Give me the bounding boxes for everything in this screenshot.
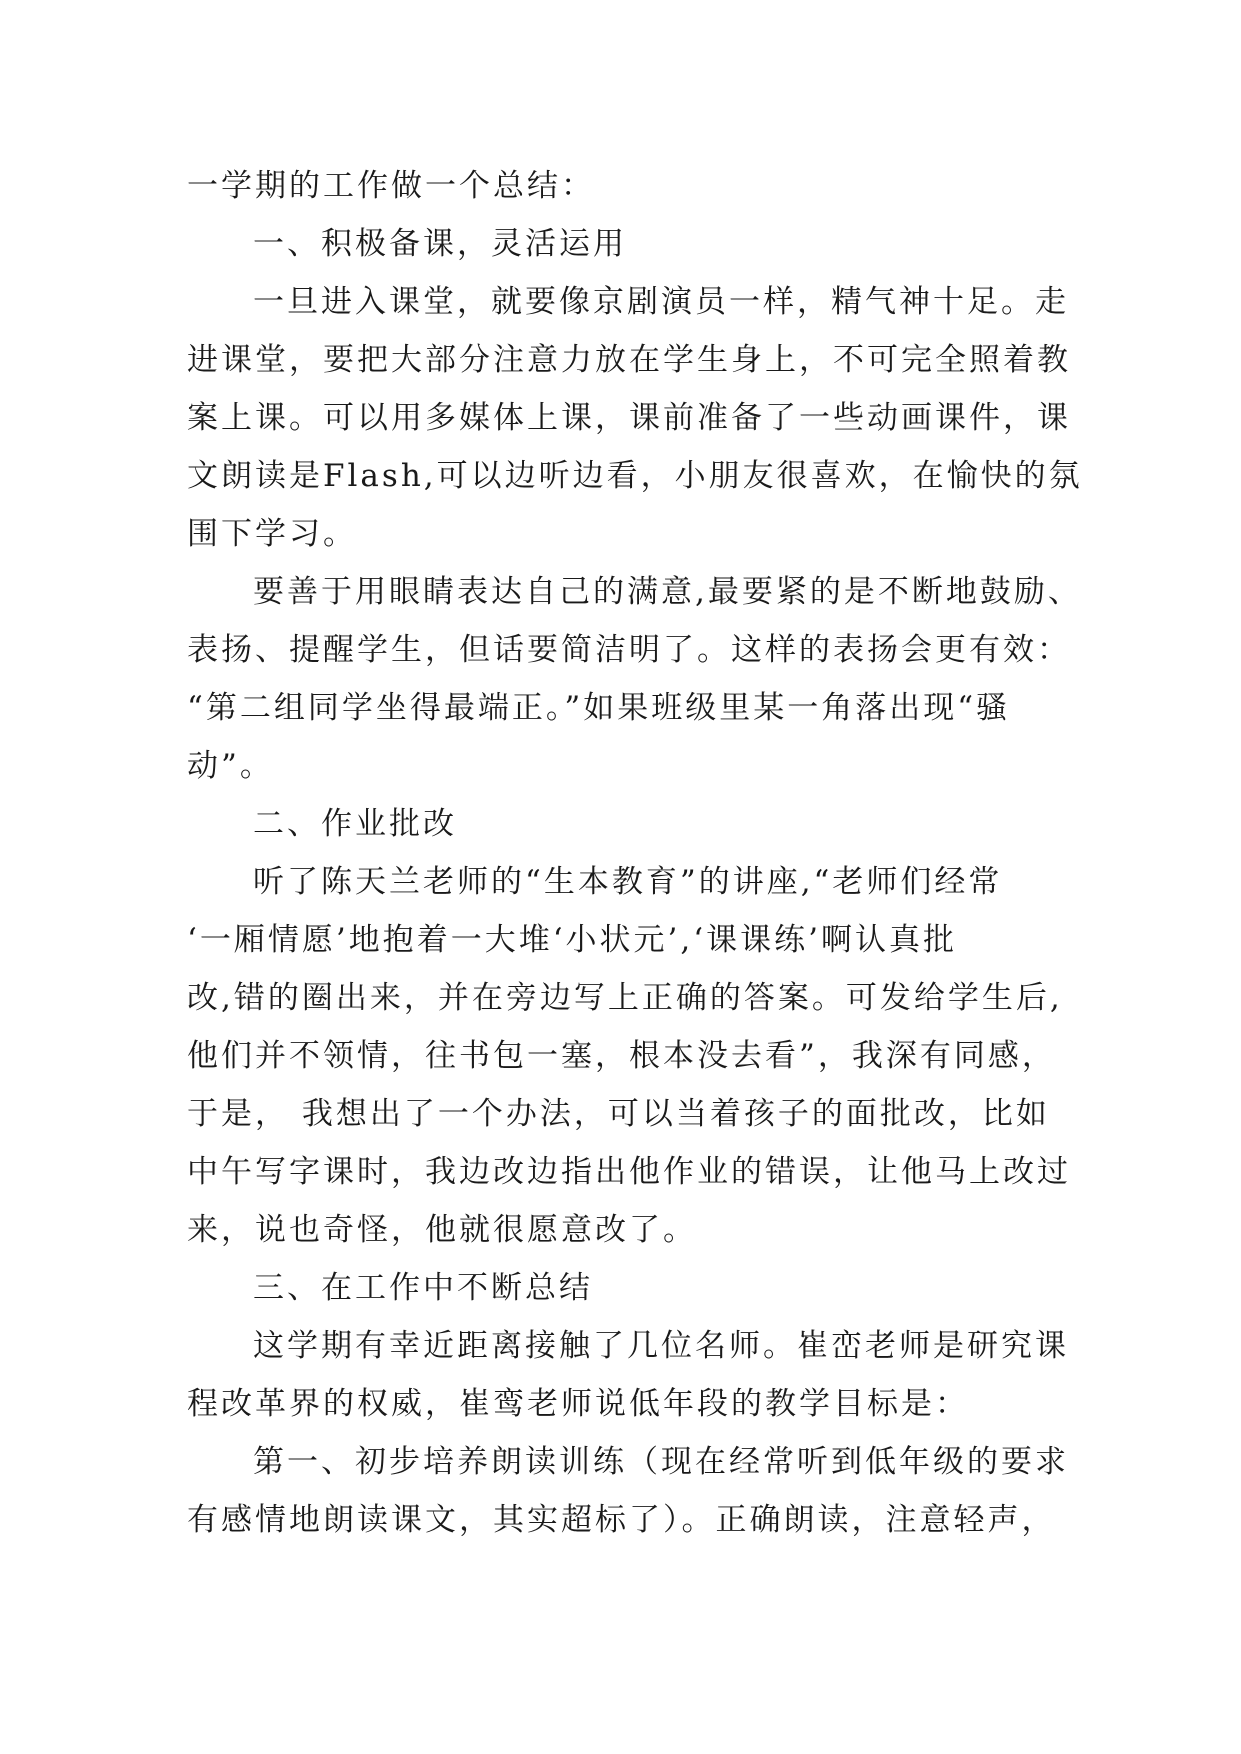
paragraph-line: “第二组同学坐得最端正。”如果班级里某一角落出现“骚 <box>187 690 1011 726</box>
paragraph-line: 要善于用眼睛表达自己的满意,最要紧的是不断地鼓励、 <box>253 574 1082 610</box>
paragraph-line: 来，说也奇怪，他就很愿意改了。 <box>187 1212 697 1248</box>
paragraph-line: 中午写字课时，我边改边指出他作业的错误，让他马上改过 <box>187 1154 1071 1190</box>
text-line: 一学期的工作做一个总结： <box>187 168 595 204</box>
paragraph-line: 这学期有幸近距离接触了几位名师。崔峦老师是研究课 <box>253 1328 1069 1364</box>
paragraph-line: 于是， 我想出了一个办法，可以当着孩子的面批改，比如 <box>187 1096 1050 1132</box>
section-heading: 二、作业批改 <box>253 806 457 842</box>
paragraph-line: 改,错的圈出来，并在旁边写上正确的答案。可发给学生后, <box>187 980 1063 1016</box>
paragraph-line: 进课堂，要把大部分注意力放在学生身上，不可完全照着教 <box>187 342 1071 378</box>
paragraph-line: 表扬、提醒学生，但话要简洁明了。这样的表扬会更有效： <box>187 632 1071 668</box>
section-heading: 一、积极备课，灵活运用 <box>253 226 627 262</box>
document-body <box>187 157 1083 1549</box>
section-heading: 三、在工作中不断总结 <box>253 1270 593 1306</box>
paragraph-line: 听了陈天兰老师的“生本教育”的讲座,“老师们经常 <box>253 864 1003 900</box>
paragraph-line: 有感情地朗读课文，其实超标了）。正确朗读，注意轻声， <box>187 1502 1056 1538</box>
paragraph-line: 一旦进入课堂，就要像京剧演员一样，精气神十足。走 <box>253 284 1069 320</box>
paragraph-line: 第一、初步培养朗读训练（现在经常听到低年级的要求 <box>253 1444 1069 1480</box>
paragraph-line: 他们并不领情，往书包一塞，根本没去看”，我深有同感， <box>187 1038 1056 1074</box>
paragraph-line: 程改革界的权威，崔鸾老师说低年段的教学目标是： <box>187 1386 969 1422</box>
paragraph-line: 文朗读是Flash,可以边听边看，小朋友很喜欢，在愉快的氛 <box>187 458 1083 494</box>
paragraph-line: ‘一厢情愿’地抱着一大堆‘小状元’,‘课课练’啊认真批 <box>187 922 957 958</box>
paragraph-line: 围下学习。 <box>187 516 357 552</box>
paragraph-line: 动”。 <box>187 748 274 784</box>
paragraph-line: 案上课。可以用多媒体上课，课前准备了一些动画课件，课 <box>187 400 1071 436</box>
